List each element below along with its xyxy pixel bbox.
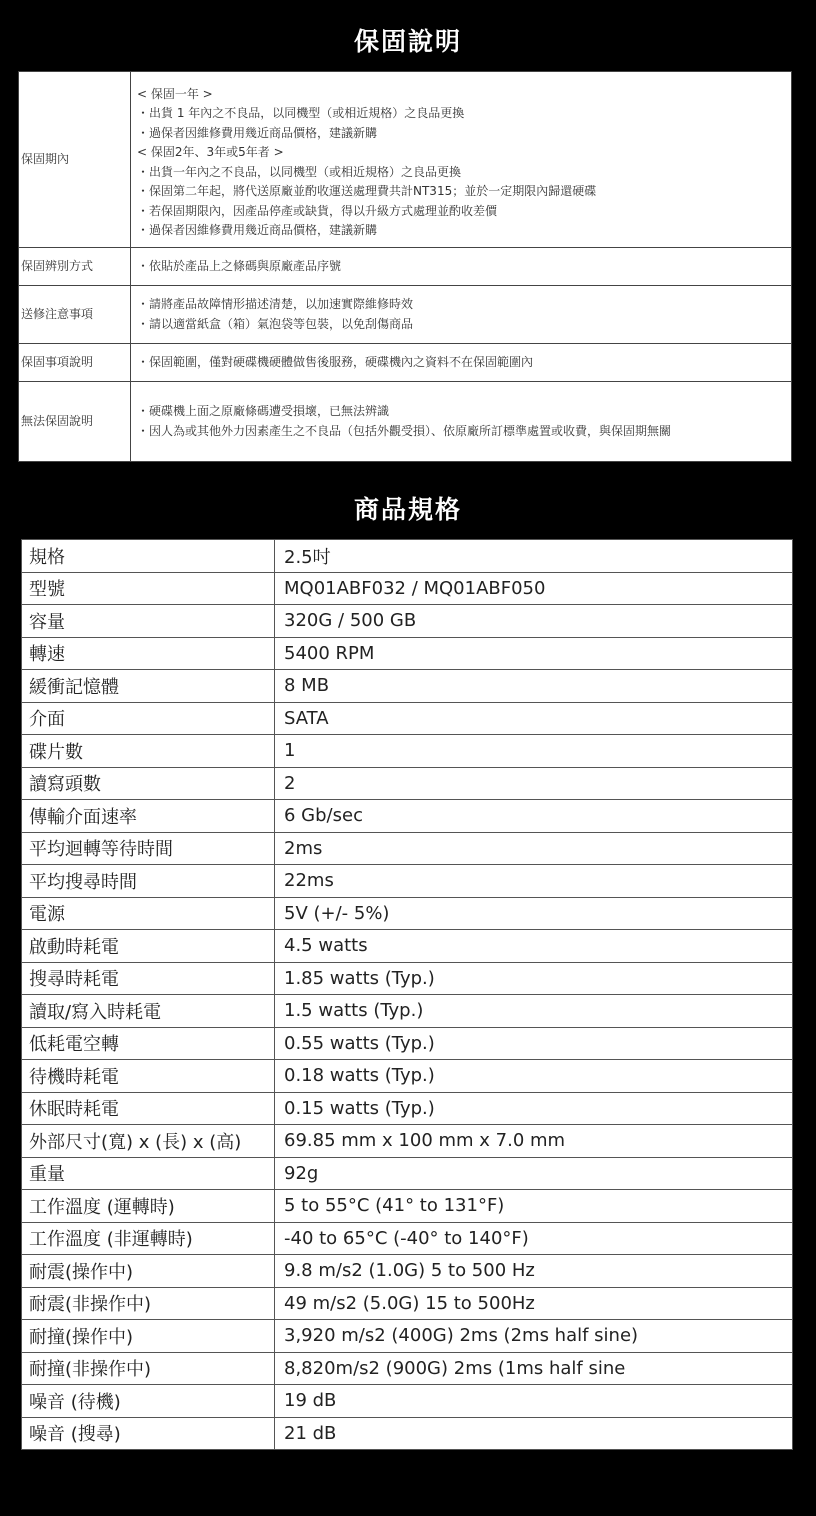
spec-value: 22ms bbox=[275, 865, 793, 898]
warranty-line: < 保固一年 > bbox=[137, 86, 213, 101]
spec-row bbox=[22, 1060, 793, 1093]
spec-label: 啟動時耗電 bbox=[22, 930, 275, 963]
spec-row bbox=[22, 1352, 793, 1385]
spec-label: 耐震(操作中) bbox=[22, 1255, 275, 1288]
spec-value: 1 bbox=[275, 735, 793, 768]
spec-row bbox=[22, 670, 793, 703]
warranty-section-title: 保固說明 bbox=[353, 27, 462, 56]
spec-label: 電源 bbox=[22, 897, 275, 930]
spec-value: 0.15 watts (Typ.) bbox=[275, 1092, 793, 1125]
spec-row bbox=[22, 897, 793, 930]
warranty-row-label: 保固期內 bbox=[19, 72, 131, 248]
spec-value: 2ms bbox=[275, 832, 793, 865]
spec-value: 8 MB bbox=[275, 670, 793, 703]
warranty-row-label: 無法保固說明 bbox=[19, 382, 131, 462]
warranty-row bbox=[19, 382, 792, 462]
spec-value: 69.85 mm x 100 mm x 7.0 mm bbox=[275, 1125, 793, 1158]
spec-row bbox=[22, 1027, 793, 1060]
spec-table bbox=[21, 539, 793, 1450]
spec-label: 介面 bbox=[22, 702, 275, 735]
warranty-line: ・因人為或其他外力因素產生之不良品（包括外觀受損）、依原廠所訂標準處置或收費，與保固期無關 bbox=[137, 423, 672, 438]
spec-label: 休眠時耗電 bbox=[22, 1092, 275, 1125]
warranty-row-content bbox=[131, 382, 792, 462]
spec-label: 耐震(非操作中) bbox=[22, 1287, 275, 1320]
spec-label: 待機時耗電 bbox=[22, 1060, 275, 1093]
spec-label: 緩衝記憶體 bbox=[22, 670, 275, 703]
spec-row bbox=[22, 800, 793, 833]
spec-value: SATA bbox=[275, 702, 793, 735]
spec-value: 19 dB bbox=[275, 1385, 793, 1418]
spec-label: 容量 bbox=[22, 605, 275, 638]
warranty-line: ・保固第二年起，將代送原廠並酌收運送處理費共計NT315；並於一定期限內歸還硬碟 bbox=[137, 184, 597, 198]
spec-label: 耐撞(非操作中) bbox=[22, 1352, 275, 1385]
spec-row bbox=[22, 735, 793, 768]
spec-value: 49 m/s2 (5.0G) 15 to 500Hz bbox=[275, 1287, 793, 1320]
spec-row bbox=[22, 605, 793, 638]
spec-row bbox=[22, 930, 793, 963]
warranty-row-content bbox=[131, 248, 792, 286]
spec-value: 320G / 500 GB bbox=[275, 605, 793, 638]
spec-value: 0.55 watts (Typ.) bbox=[275, 1027, 793, 1060]
warranty-line: ・保固範圍，僅對硬碟機硬體做售後服務，硬碟機內之資料不在保固範圍內 bbox=[137, 354, 534, 369]
spec-label: 低耗電空轉 bbox=[22, 1027, 275, 1060]
warranty-line: ・依貼於產品上之條碼與原廠產品序號 bbox=[137, 258, 342, 273]
spec-row bbox=[22, 540, 793, 573]
spec-label: 轉速 bbox=[22, 637, 275, 670]
warranty-row bbox=[19, 72, 792, 248]
warranty-row-content bbox=[131, 72, 792, 248]
spec-row bbox=[22, 1092, 793, 1125]
spec-label: 工作溫度 (運轉時) bbox=[22, 1190, 275, 1223]
spec-value: 5V (+/- 5%) bbox=[275, 897, 793, 930]
warranty-row-label: 保固辨別方式 bbox=[19, 248, 131, 286]
spec-label: 工作溫度 (非運轉時) bbox=[22, 1222, 275, 1255]
spec-row bbox=[22, 1385, 793, 1418]
spec-value: 2 bbox=[275, 767, 793, 800]
warranty-line: ・請將產品故障情形描述清楚，以加速實際維修時效 bbox=[137, 297, 414, 311]
spec-value: 21 dB bbox=[275, 1417, 793, 1450]
spec-label: 搜尋時耗電 bbox=[22, 962, 275, 995]
spec-row bbox=[22, 1157, 793, 1190]
warranty-line: ・若保固期限內，因產品停產或缺貨，得以升級方式處理並酌收差價 bbox=[137, 203, 498, 218]
spec-value: 1.85 watts (Typ.) bbox=[275, 962, 793, 995]
spec-label: 耐撞(操作中) bbox=[22, 1320, 275, 1353]
spec-row bbox=[22, 865, 793, 898]
spec-row bbox=[22, 832, 793, 865]
spec-value: 0.18 watts (Typ.) bbox=[275, 1060, 793, 1093]
spec-value: -40 to 65°C (-40° to 140°F) bbox=[275, 1222, 793, 1255]
warranty-row bbox=[19, 344, 792, 382]
warranty-line: ・過保者因維修費用幾近商品價格，建議新購 bbox=[137, 223, 378, 237]
spec-value: 3,920 m/s2 (400G) 2ms (2ms half sine) bbox=[275, 1320, 793, 1353]
spec-row bbox=[22, 572, 793, 605]
spec-row bbox=[22, 1222, 793, 1255]
warranty-row bbox=[19, 248, 792, 286]
warranty-line: ・硬碟機上面之原廠條碼遭受損壞，已無法辨識 bbox=[137, 404, 390, 418]
spec-label: 規格 bbox=[22, 540, 275, 573]
warranty-row-label: 送修注意事項 bbox=[19, 286, 131, 344]
spec-label: 噪音 (搜尋) bbox=[22, 1417, 275, 1450]
spec-value: 92g bbox=[275, 1157, 793, 1190]
warranty-row bbox=[19, 286, 792, 344]
spec-value: MQ01ABF032 / MQ01ABF050 bbox=[275, 572, 793, 605]
spec-value: 8,820m/s2 (900G) 2ms (1ms half sine bbox=[275, 1352, 793, 1385]
spec-row bbox=[22, 1190, 793, 1223]
spec-value: 5400 RPM bbox=[275, 637, 793, 670]
warranty-row-label: 保固事項說明 bbox=[19, 344, 131, 382]
spec-label: 平均搜尋時間 bbox=[22, 865, 275, 898]
spec-row bbox=[22, 1320, 793, 1353]
spec-value: 1.5 watts (Typ.) bbox=[275, 995, 793, 1028]
spec-label: 平均迴轉等待時間 bbox=[22, 832, 275, 865]
warranty-row-content bbox=[131, 344, 792, 382]
spec-row bbox=[22, 702, 793, 735]
warranty-line: ・請以適當紙盒（箱）氣泡袋等包裝，以免刮傷商品 bbox=[137, 316, 414, 331]
spec-row bbox=[22, 1417, 793, 1450]
spec-label: 碟片數 bbox=[22, 735, 275, 768]
warranty-line: < 保固2年、3年或5年者 > bbox=[137, 145, 284, 159]
spec-section-title: 商品規格 bbox=[353, 495, 462, 524]
spec-row bbox=[22, 995, 793, 1028]
spec-row bbox=[22, 767, 793, 800]
spec-row bbox=[22, 1287, 793, 1320]
spec-value: 2.5吋 bbox=[275, 540, 793, 573]
spec-label: 讀取/寫入時耗電 bbox=[22, 995, 275, 1028]
warranty-line: ・過保者因維修費用幾近商品價格，建議新購 bbox=[137, 125, 378, 140]
spec-row bbox=[22, 1255, 793, 1288]
spec-value: 6 Gb/sec bbox=[275, 800, 793, 833]
spec-label: 外部尺寸(寬) x (長) x (高) bbox=[22, 1125, 275, 1158]
spec-row bbox=[22, 637, 793, 670]
spec-value: 4.5 watts bbox=[275, 930, 793, 963]
warranty-line: ・出貨一年內之不良品，以同機型（或相近規格）之良品更換 bbox=[137, 164, 462, 179]
spec-label: 型號 bbox=[22, 572, 275, 605]
spec-row bbox=[22, 962, 793, 995]
spec-label: 傳輸介面速率 bbox=[22, 800, 275, 833]
warranty-line: ・出貨 1 年內之不良品，以同機型（或相近規格）之良品更換 bbox=[137, 106, 465, 120]
spec-value: 5 to 55°C (41° to 131°F) bbox=[275, 1190, 793, 1223]
spec-value: 9.8 m/s2 (1.0G) 5 to 500 Hz bbox=[275, 1255, 793, 1288]
warranty-row-content bbox=[131, 286, 792, 344]
spec-label: 重量 bbox=[22, 1157, 275, 1190]
spec-row bbox=[22, 1125, 793, 1158]
spec-label: 噪音 (待機) bbox=[22, 1385, 275, 1418]
spec-label: 讀寫頭數 bbox=[22, 767, 275, 800]
warranty-table bbox=[18, 71, 792, 462]
